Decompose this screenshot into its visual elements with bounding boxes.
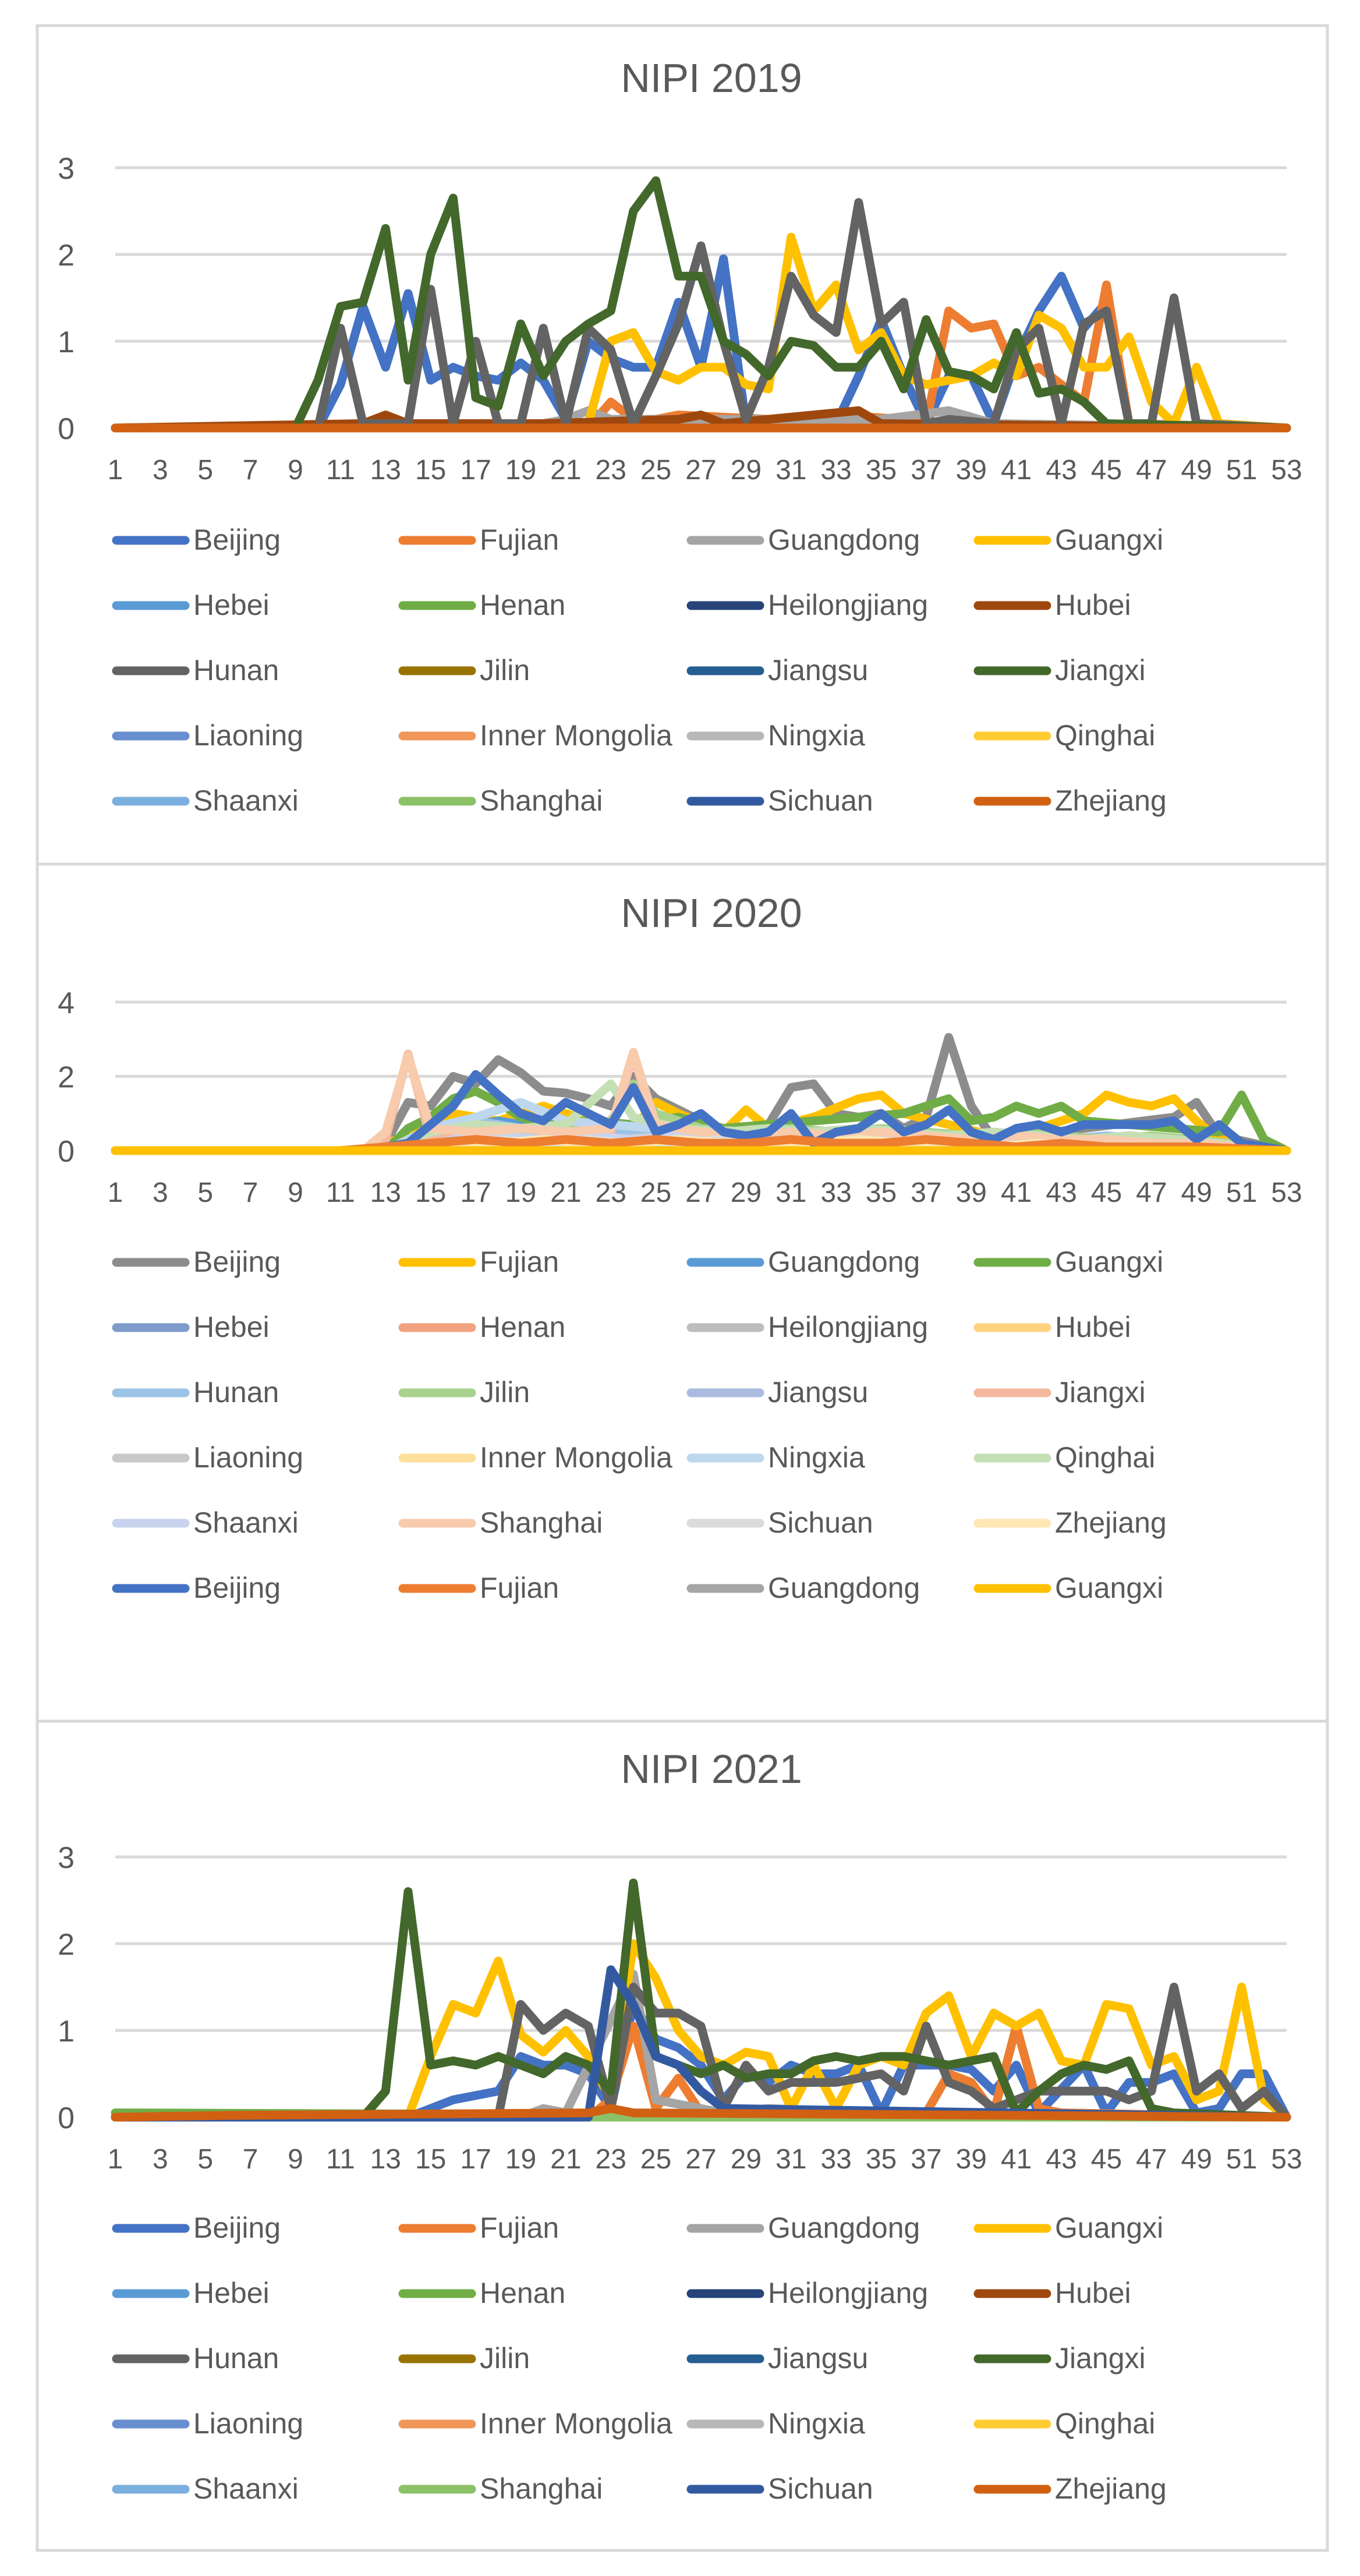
legend-label: Inner Mongolia bbox=[480, 719, 672, 752]
x-tick-label: 39 bbox=[955, 1177, 987, 1208]
legend-label: Liaoning bbox=[193, 1441, 304, 1474]
chart-panel-2 bbox=[37, 864, 1327, 1721]
x-tick-label: 37 bbox=[911, 2144, 942, 2175]
legend-label: Qinghai bbox=[1055, 1441, 1156, 1474]
legend-label: Zhejiang bbox=[1055, 2472, 1167, 2505]
x-tick-label: 5 bbox=[197, 1177, 214, 1208]
legend-label: Jilin bbox=[480, 654, 530, 687]
legend-label: Jiangxi bbox=[1055, 654, 1146, 687]
x-tick-label: 35 bbox=[865, 455, 897, 486]
x-tick-label: 23 bbox=[595, 455, 626, 486]
x-tick-label: 21 bbox=[550, 1177, 582, 1208]
x-tick-label: 41 bbox=[1000, 455, 1032, 486]
legend-label: Sichuan bbox=[768, 1506, 873, 1539]
legend-label: Ningxia bbox=[768, 719, 865, 752]
legend-label: Henan bbox=[480, 589, 566, 621]
legend-label: Guangdong bbox=[768, 2211, 920, 2244]
x-tick-label: 29 bbox=[730, 2144, 762, 2175]
x-tick-label: 41 bbox=[1000, 1177, 1032, 1208]
x-tick-label: 49 bbox=[1181, 2144, 1212, 2175]
x-tick-label: 1 bbox=[107, 455, 123, 486]
legend-label: Inner Mongolia bbox=[480, 2407, 672, 2440]
x-tick-label: 31 bbox=[775, 1177, 807, 1208]
x-tick-label: 23 bbox=[595, 2144, 626, 2175]
legend-label: Fujian bbox=[480, 2211, 559, 2244]
x-tick-label: 7 bbox=[242, 1177, 258, 1208]
legend-label: Guangxi bbox=[1055, 1572, 1164, 1604]
chart-panel-3 bbox=[37, 1721, 1327, 2550]
x-tick-label: 17 bbox=[460, 2144, 491, 2175]
x-tick-label: 9 bbox=[288, 1177, 303, 1208]
legend-label: Jilin bbox=[480, 2342, 530, 2375]
legend-label: Shanghai bbox=[480, 2472, 603, 2505]
y-tick-label: 4 bbox=[58, 986, 75, 1020]
legend-label: Fujian bbox=[480, 1245, 559, 1278]
x-tick-label: 53 bbox=[1271, 1177, 1302, 1208]
legend-label: Liaoning bbox=[193, 2407, 304, 2440]
x-tick-label: 45 bbox=[1090, 455, 1122, 486]
legend-label: Liaoning bbox=[193, 719, 304, 752]
x-tick-label: 53 bbox=[1271, 455, 1302, 486]
legend-label: Guangdong bbox=[768, 1572, 920, 1604]
x-tick-label: 33 bbox=[820, 1177, 852, 1208]
legend-label: Shanghai bbox=[480, 1506, 603, 1539]
chart-panel-1 bbox=[37, 26, 1327, 864]
legend-label: Shaanxi bbox=[193, 1506, 299, 1539]
y-tick-label: 2 bbox=[58, 239, 75, 273]
legend-label: Inner Mongolia bbox=[480, 1441, 672, 1474]
x-tick-label: 25 bbox=[640, 1177, 672, 1208]
x-tick-label: 7 bbox=[242, 455, 258, 486]
legend-label: Ningxia bbox=[768, 2407, 865, 2440]
chart-panels bbox=[37, 26, 1327, 2550]
x-tick-label: 1 bbox=[107, 1177, 123, 1208]
x-tick-label: 17 bbox=[460, 1177, 491, 1208]
legend-label: Fujian bbox=[480, 1572, 559, 1604]
x-tick-label: 21 bbox=[550, 455, 582, 486]
x-tick-label: 29 bbox=[730, 1177, 762, 1208]
x-tick-label: 47 bbox=[1136, 1177, 1167, 1208]
x-tick-label: 31 bbox=[775, 2144, 807, 2175]
x-tick-label: 15 bbox=[415, 1177, 447, 1208]
x-tick-label: 39 bbox=[955, 2144, 987, 2175]
legend-label: Hebei bbox=[193, 2277, 270, 2309]
legend-label: Guangxi bbox=[1055, 2211, 1164, 2244]
x-tick-label: 33 bbox=[820, 2144, 852, 2175]
x-tick-label: 3 bbox=[153, 455, 168, 486]
x-tick-label: 49 bbox=[1181, 455, 1212, 486]
legend-label: Beijing bbox=[193, 2211, 281, 2244]
legend-label: Sichuan bbox=[768, 784, 873, 817]
y-tick-label: 0 bbox=[58, 1135, 75, 1169]
x-tick-label: 45 bbox=[1090, 2144, 1122, 2175]
legend-label: Jiangsu bbox=[768, 2342, 869, 2375]
x-tick-label: 47 bbox=[1136, 455, 1167, 486]
x-tick-label: 13 bbox=[370, 1177, 402, 1208]
x-tick-label: 19 bbox=[505, 1177, 537, 1208]
x-tick-label: 13 bbox=[370, 455, 402, 486]
y-tick-label: 2 bbox=[58, 1060, 75, 1095]
x-tick-label: 43 bbox=[1046, 455, 1077, 486]
x-tick-label: 43 bbox=[1046, 2144, 1077, 2175]
y-tick-label: 1 bbox=[58, 2015, 75, 2048]
legend-label: Shaanxi bbox=[193, 784, 299, 817]
legend-label: Guangxi bbox=[1055, 523, 1164, 556]
legend-label: Sichuan bbox=[768, 2472, 873, 2505]
x-tick-label: 5 bbox=[197, 2144, 214, 2175]
x-tick-label: 11 bbox=[326, 1177, 355, 1208]
y-tick-label: 1 bbox=[58, 325, 75, 359]
x-tick-label: 15 bbox=[415, 2144, 447, 2175]
x-tick-label: 47 bbox=[1136, 2144, 1167, 2175]
legend-label: Jilin bbox=[480, 1376, 530, 1409]
legend-label: Heilongjiang bbox=[768, 2277, 929, 2309]
legend-label: Guangdong bbox=[768, 523, 920, 556]
legend-label: Jiangxi bbox=[1055, 1376, 1146, 1409]
x-tick-label: 33 bbox=[820, 455, 852, 486]
x-tick-label: 27 bbox=[685, 1177, 717, 1208]
legend-label: Jiangsu bbox=[768, 1376, 869, 1409]
legend-label: Shanghai bbox=[480, 784, 603, 817]
x-tick-label: 9 bbox=[288, 455, 303, 486]
x-tick-label: 45 bbox=[1090, 1177, 1122, 1208]
x-tick-label: 51 bbox=[1226, 1177, 1258, 1208]
chart-title: NIPI 2019 bbox=[621, 55, 802, 101]
x-tick-label: 31 bbox=[775, 455, 807, 486]
x-tick-label: 43 bbox=[1046, 1177, 1077, 1208]
x-tick-label: 27 bbox=[685, 2144, 717, 2175]
legend-label: Heilongjiang bbox=[768, 589, 929, 621]
legend-label: Zhejiang bbox=[1055, 1506, 1167, 1539]
x-tick-label: 39 bbox=[955, 455, 987, 486]
legend-label: Hunan bbox=[193, 654, 279, 687]
legend-label: Jiangxi bbox=[1055, 2342, 1146, 2375]
legend-label: Heilongjiang bbox=[768, 1311, 929, 1343]
x-tick-label: 35 bbox=[865, 1177, 897, 1208]
x-tick-label: 25 bbox=[640, 455, 672, 486]
x-tick-label: 35 bbox=[865, 2144, 897, 2175]
x-tick-label: 51 bbox=[1226, 2144, 1258, 2175]
legend-label: Jiangsu bbox=[768, 654, 869, 687]
legend-label: Qinghai bbox=[1055, 719, 1156, 752]
x-tick-label: 21 bbox=[550, 2144, 582, 2175]
x-tick-label: 27 bbox=[685, 455, 717, 486]
y-tick-label: 0 bbox=[58, 412, 75, 446]
x-tick-label: 5 bbox=[197, 455, 214, 486]
chart-title: NIPI 2020 bbox=[621, 890, 802, 936]
x-tick-label: 51 bbox=[1226, 455, 1258, 486]
x-tick-label: 37 bbox=[911, 1177, 942, 1208]
x-tick-label: 9 bbox=[288, 2144, 303, 2175]
x-tick-label: 19 bbox=[505, 2144, 537, 2175]
y-tick-label: 3 bbox=[58, 152, 75, 186]
y-tick-label: 0 bbox=[58, 2101, 75, 2135]
legend-label: Guangxi bbox=[1055, 1245, 1164, 1278]
y-tick-label: 3 bbox=[58, 1841, 75, 1875]
x-tick-label: 1 bbox=[107, 2144, 123, 2175]
legend-label: Fujian bbox=[480, 523, 559, 556]
x-tick-label: 13 bbox=[370, 2144, 402, 2175]
legend-label: Beijing bbox=[193, 523, 281, 556]
legend-label: Hubei bbox=[1055, 589, 1131, 621]
legend-label: Hubei bbox=[1055, 2277, 1131, 2309]
legend-label: Hunan bbox=[193, 2342, 279, 2375]
legend-label: Beijing bbox=[193, 1572, 281, 1604]
y-tick-label: 2 bbox=[58, 1928, 75, 1962]
x-tick-label: 23 bbox=[595, 1177, 626, 1208]
legend-label: Hebei bbox=[193, 1311, 270, 1343]
x-tick-label: 7 bbox=[242, 2144, 258, 2175]
x-tick-label: 15 bbox=[415, 455, 447, 486]
legend-label: Guangdong bbox=[768, 1245, 920, 1278]
x-tick-label: 3 bbox=[153, 1177, 168, 1208]
legend-label: Zhejiang bbox=[1055, 784, 1167, 817]
x-tick-label: 29 bbox=[730, 455, 762, 486]
legend-label: Hubei bbox=[1055, 1311, 1131, 1343]
legend-label: Hebei bbox=[193, 589, 270, 621]
legend-label: Beijing bbox=[193, 1245, 281, 1278]
x-tick-label: 41 bbox=[1000, 2144, 1032, 2175]
x-tick-label: 11 bbox=[326, 455, 355, 486]
legend-label: Hunan bbox=[193, 1376, 279, 1409]
x-tick-label: 53 bbox=[1271, 2144, 1302, 2175]
x-tick-label: 37 bbox=[911, 455, 942, 486]
legend-label: Henan bbox=[480, 2277, 566, 2309]
x-tick-label: 3 bbox=[153, 2144, 168, 2175]
x-tick-label: 49 bbox=[1181, 1177, 1212, 1208]
legend-label: Henan bbox=[480, 1311, 566, 1343]
legend-label: Ningxia bbox=[768, 1441, 865, 1474]
x-tick-label: 25 bbox=[640, 2144, 672, 2175]
x-tick-label: 11 bbox=[326, 2144, 355, 2175]
legend-label: Shaanxi bbox=[193, 2472, 299, 2505]
x-tick-label: 17 bbox=[460, 455, 491, 486]
x-tick-label: 19 bbox=[505, 455, 537, 486]
legend-label: Qinghai bbox=[1055, 2407, 1156, 2440]
chart-title: NIPI 2021 bbox=[621, 1746, 802, 1792]
